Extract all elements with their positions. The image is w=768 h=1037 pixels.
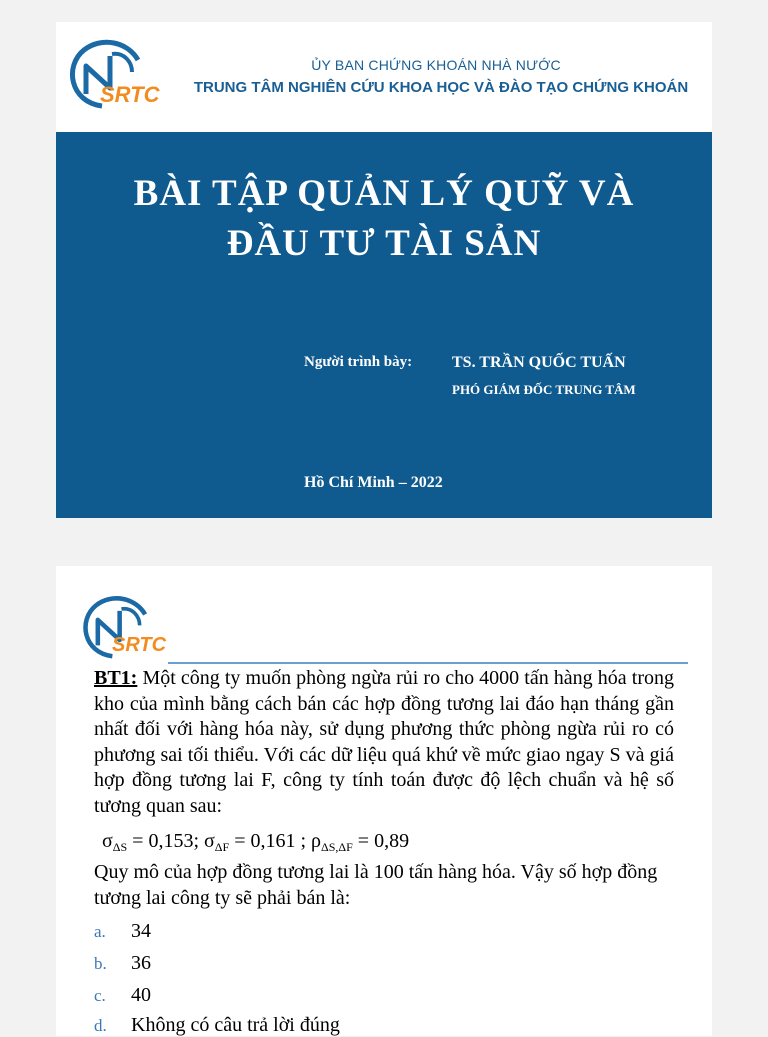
srtc-logo — [62, 36, 172, 116]
title-banner — [56, 132, 712, 518]
logo-text: SRTC — [112, 634, 167, 656]
slide-title-line1: BÀI TẬP QUẢN LÝ QUỸ VÀ — [133, 173, 635, 214]
option-letter: d. — [94, 1016, 107, 1035]
srtc-logo — [76, 592, 176, 666]
formula: $\sigma_{\Delta S} = 0,153$; $\sigma_{\Delta F} = 0,161$ ; $\rho_{\Delta S,\Delta F} = 0,89$ — [102, 830, 410, 854]
option-d[interactable] — [94, 1014, 340, 1037]
exercise-slide — [56, 566, 712, 1036]
place-date: Hồ Chí Minh – 2022 — [304, 474, 443, 491]
option-text: Không có câu trả lời đúng — [131, 1014, 340, 1036]
slide-title-line2: ĐẦU TƯ TÀI SẢN — [226, 223, 542, 264]
question-body: Một công ty muốn phòng ngừa rủi ro cho 4000 tấn hàng hóa trong kho của mình bằng cách bán các hợp đồng tương lai đáo hạn tháng gần nhất đối với hàng hóa này, sử dụng phương thức phòng ngừa rủi ro có phương sai tối thiểu. Với các dữ liệu quá khứ về mức giao ngay S và giá hợp đồng tương lai F, công ty tính toán được độ lệch chuẩn và hệ số tương quan sau: — [94, 667, 674, 817]
option-b[interactable] — [94, 952, 151, 975]
option-letter: c. — [94, 986, 106, 1005]
question-text — [94, 666, 674, 819]
option-c[interactable] — [94, 984, 151, 1007]
org-name-line2: TRUNG TÂM NGHIÊN CỨU KHOA HỌC VÀ ĐÀO TẠO CHỨNG KHOÁN — [193, 79, 689, 96]
presenter-name: TS. TRẦN QUỐC TUẤN — [452, 354, 626, 371]
option-text: 34 — [131, 920, 151, 942]
logo-text: SRTC — [100, 82, 160, 107]
title-slide — [56, 22, 712, 518]
option-a[interactable] — [94, 920, 151, 943]
option-text: 40 — [131, 984, 151, 1006]
rho-symbol: ρ — [311, 830, 322, 852]
presenter-label: Người trình bày: — [304, 354, 413, 370]
presenter-role: PHÓ GIÁM ĐỐC TRUNG TÂM — [452, 382, 636, 397]
option-text: 36 — [131, 952, 151, 974]
option-letter: a. — [94, 922, 106, 941]
option-letter: b. — [94, 954, 107, 973]
header-rule — [168, 662, 688, 664]
org-name-line1: ỦY BAN CHỨNG KHOÁN NHÀ NƯỚC — [311, 57, 561, 73]
sigma-symbol: σ — [102, 830, 113, 852]
question-label: BT1: — [94, 667, 138, 689]
sigma-symbol: σ — [204, 830, 215, 852]
question-text-2: Quy mô của hợp đồng tương lai là 100 tấn hàng hóa. Vậy số hợp đồng tương lai công ty sẽ phải bán là: — [94, 861, 658, 909]
